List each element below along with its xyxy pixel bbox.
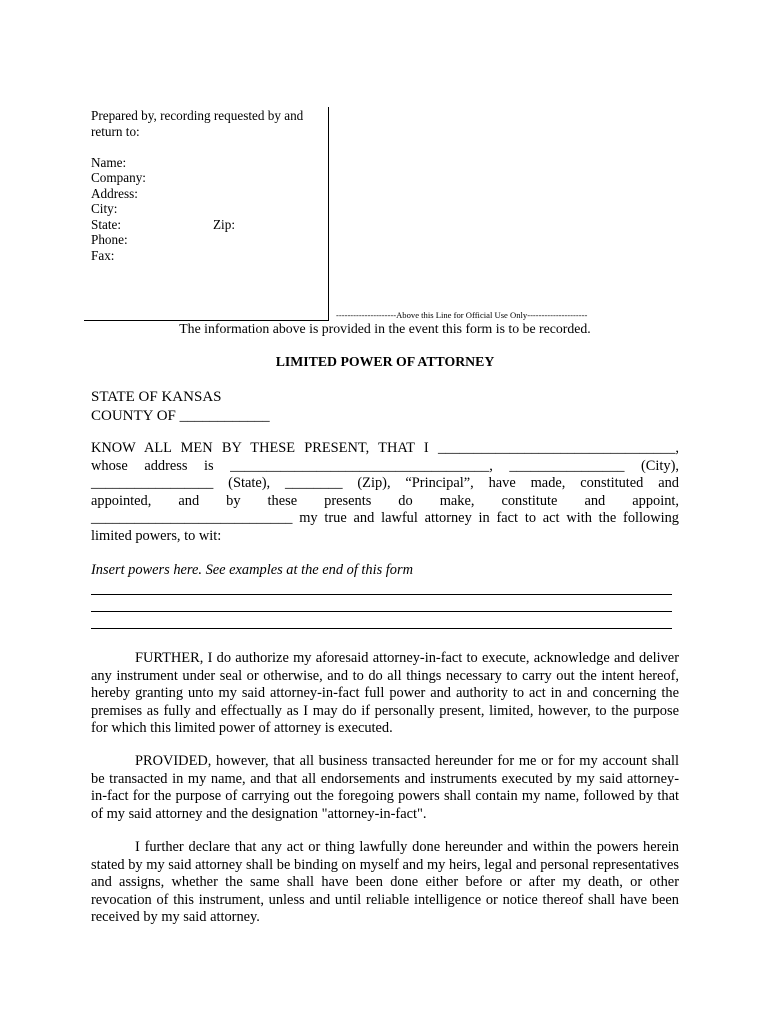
powers-blank-line [91,628,672,629]
fax-label: Fax: [91,247,115,263]
venue-block [91,388,270,426]
declaration-line: appointed, and by these presents do make, constitute and appoint, [91,492,679,509]
header-vertical-divider [328,107,329,321]
declaration-line: whose address is ____________________________________, ________________ (City), [91,457,679,474]
declaration-line: ____________________________ my true and lawful attorney in fact to act with the following [91,510,679,526]
declaration-line: limited powers, to wit: [91,527,222,544]
official-use-line: ---------------------Above this Line for Official Use Only--------------------- [336,310,588,320]
document-title: LIMITED POWER OF ATTORNEY [275,354,495,369]
further-paragraph: FURTHER, I do authorize my aforesaid attorney-in-fact to execute, acknowledge and deliver any instrument under seal or otherwise, and to do all things necessary to carry out the intent hereof, hereby granting unto my said attorney-in-fact full power and authority to act in and concerning the premises as fully and effectually as I may do if personally present, limited, however, to the purpose for which this limited power of attorney is executed. [91,650,679,736]
state-label: State: [91,216,122,232]
powers-blank-line [91,594,672,595]
provided-paragraph: PROVIDED, however, that all business transacted hereunder for me or for my account shall be transacted in my name, and that all endorsements and instruments executed by my said attorney-in-fact for the purpose of carrying out the foregoing powers shall contain my name, followed by that of my said attorney and the designation "attorney-in-fact". [91,753,679,822]
return-to-block [91,108,327,263]
address-label: Address: [91,185,138,201]
declaration-line: _________________ (State), ________ (Zip), “Principal”, have made, constituted and [91,475,679,491]
declare-paragraph: I further declare that any act or thing lawfully done hereunder and within the powers herein stated by my said attorney shall be binding on myself and my heirs, legal and personal representatives and assigns, whether the same shall have been done either before or after my death, or other revocation of this instrument, unless and until reliable intelligence or notice thereof shall have been received by my said attorney. [91,839,679,925]
principal-declaration [91,440,679,545]
company-label: Company: [91,170,146,185]
recording-info-note: The information above is provided in the event this form is to be recorded. [179,321,591,336]
city-label: City: [91,201,118,216]
prepared-by-line-1: Prepared by, recording requested by and [91,108,304,123]
zip-label: Zip: [213,216,235,232]
phone-label: Phone: [91,232,128,247]
declaration-line: KNOW ALL MEN BY THESE PRESENT, THAT I _________________________________, [91,440,679,456]
powers-blank-line [91,611,672,612]
insert-powers-instruction: Insert powers here. See examples at the end of this form [91,562,413,578]
county-line: COUNTY OF ____________ [91,408,270,424]
state-line: STATE OF KANSAS [91,389,222,405]
name-label: Name: [91,154,127,170]
prepared-by-line-2: return to: [91,123,140,139]
